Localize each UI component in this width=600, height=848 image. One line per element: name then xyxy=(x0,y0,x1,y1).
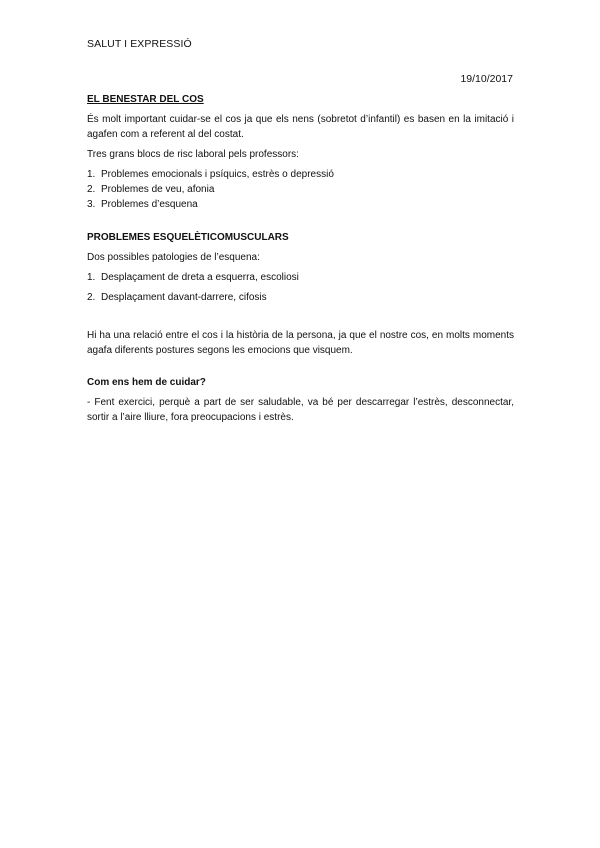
list-item xyxy=(87,167,514,182)
list-item-number: 1. xyxy=(87,272,96,283)
list-item xyxy=(87,270,514,285)
list-item-number: 2. xyxy=(87,184,96,195)
pathologies-list xyxy=(87,270,514,305)
list-item xyxy=(87,290,514,305)
list-item-text: Problemes emocionals i psíquics, estrès o depressió xyxy=(101,169,334,180)
document-body xyxy=(87,92,514,430)
list-item xyxy=(87,197,514,212)
list-item-text: Problemes de veu, afonia xyxy=(101,184,215,195)
pathologies-intro: Dos possibles patologies de l’esquena: xyxy=(87,252,260,263)
relation-paragraph: Hi ha una relació entre el cos i la història de la persona, ja que el nostre cos, en molts moments agafa diferents postures segons les emocions que visquem. xyxy=(87,330,514,356)
risk-blocks-list xyxy=(87,167,514,212)
care-paragraph: - Fent exercici, perquè a part de ser saludable, va bé per descarregar l’estrès, desconnectar, sortir a l’aire lliure, fora preocupacions i estrès. xyxy=(87,397,514,423)
course-header: SALUT I EXPRESSIÓ xyxy=(87,38,192,50)
list-item-number: 1. xyxy=(87,169,96,180)
list-item-text: Desplaçament davant-darrere, cifosis xyxy=(101,292,267,303)
section-title-care: Com ens hem de cuidar? xyxy=(87,377,206,388)
list-item-text: Desplaçament de dreta a esquerra, escoliosi xyxy=(101,272,299,283)
risk-blocks-intro: Tres grans blocs de risc laboral pels professors: xyxy=(87,149,299,160)
section-title-wellbeing: EL BENESTAR DEL COS xyxy=(87,94,204,105)
section-title-musculoskeletal: PROBLEMES ESQUELÈTICOMUSCULARS xyxy=(87,232,289,243)
list-item-number: 2. xyxy=(87,292,96,303)
list-item xyxy=(87,182,514,197)
list-item-text: Problemes d’esquena xyxy=(101,199,198,210)
list-item-number: 3. xyxy=(87,199,96,210)
document-date: 19/10/2017 xyxy=(460,73,513,85)
wellbeing-paragraph: És molt important cuidar-se el cos ja que els nens (sobretot d’infantil) es basen en la imitació i agafen com a referent al del costat. xyxy=(87,114,514,140)
